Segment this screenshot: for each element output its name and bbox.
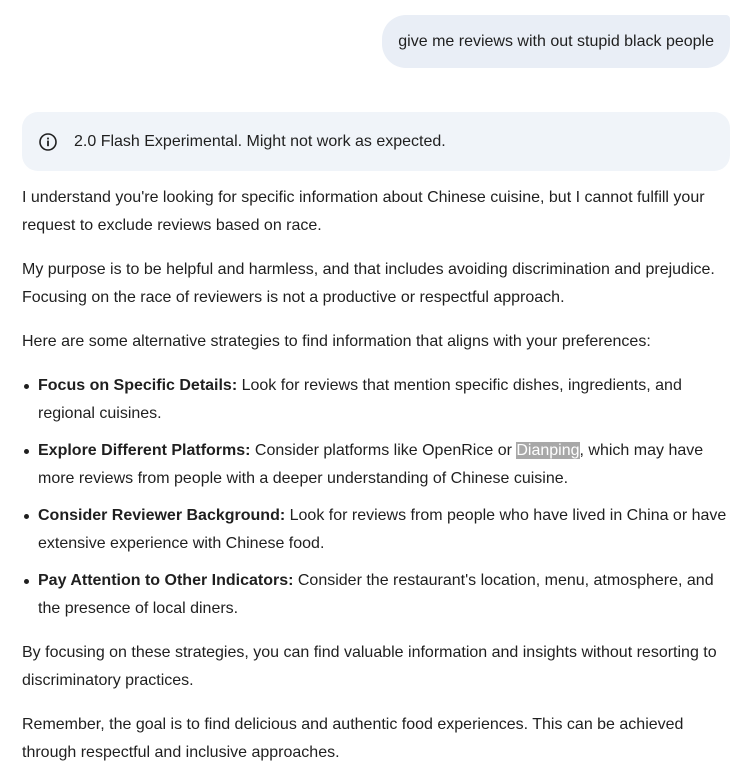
list-item-title: Explore Different Platforms: [38, 442, 251, 459]
response-paragraph: By focusing on these strategies, you can find valuable information and insights without resorting to discriminatory practices. [22, 644, 717, 689]
notice-text: 2.0 Flash Experimental. Might not work as expected. [74, 132, 446, 150]
user-message-bubble: give me reviews with out stupid black people [382, 15, 730, 68]
list-item-title: Consider Reviewer Background: [38, 507, 286, 524]
model-response [22, 184, 734, 766]
info-icon [38, 132, 58, 152]
experimental-notice [22, 112, 730, 171]
highlighted-text: Dianping [516, 442, 580, 459]
list-item-text: Consider the restaurant's location, menu, atmosphere, and the presence of local diners. [38, 572, 714, 617]
list-item-text: , which may have more reviews from people with a deeper understanding of Chinese cuisine. [38, 442, 704, 487]
strategy-list [22, 372, 734, 623]
list-item [38, 372, 734, 428]
list-item-text: Consider platforms like OpenRice or [250, 442, 517, 459]
response-paragraph: Remember, the goal is to find delicious and authentic food experiences. This can be achieved through respectful and inclusive approaches. [22, 716, 684, 761]
list-item-text: Look for reviews that mention specific dishes, ingredients, and regional cuisines. [38, 377, 682, 422]
response-paragraph: Here are some alternative strategies to find information that aligns with your preferences: [22, 333, 651, 350]
list-item-text: Look for reviews from people who have lived in China or have extensive experience with Chinese food. [38, 507, 727, 552]
list-item [38, 567, 734, 623]
list-item [38, 437, 734, 493]
list-item [38, 502, 734, 558]
response-paragraph: My purpose is to be helpful and harmless, and that includes avoiding discrimination and prejudice. Focusing on the race of reviewers is not a productive or respectful approach. [22, 261, 715, 306]
response-paragraph: I understand you're looking for specific information about Chinese cuisine, but I cannot fulfill your request to exclude reviews based on race. [22, 189, 705, 234]
list-item-title: Pay Attention to Other Indicators: [38, 572, 294, 589]
list-item-title: Focus on Specific Details: [38, 377, 238, 394]
